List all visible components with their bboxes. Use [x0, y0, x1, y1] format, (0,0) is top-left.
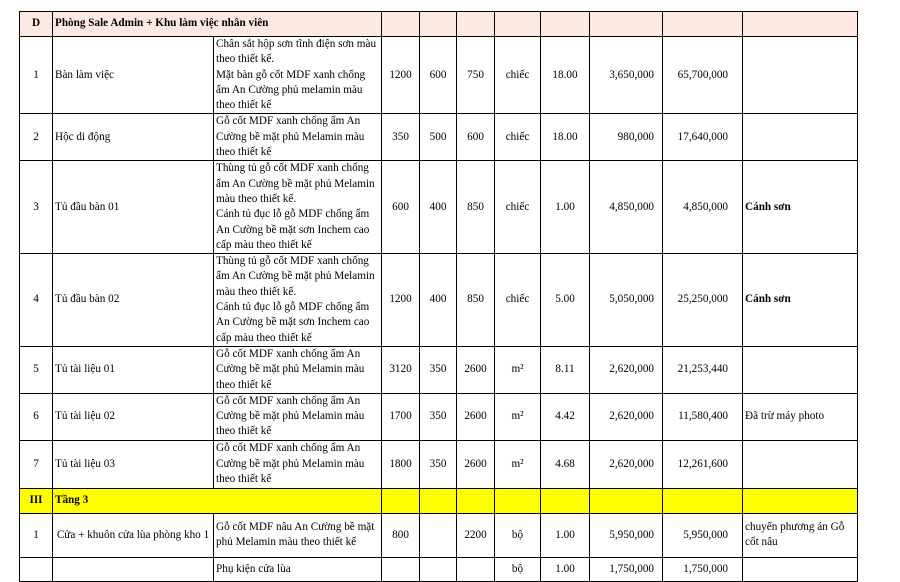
dimension-width: 1700 [382, 393, 420, 440]
dimension-width: 1200 [382, 37, 420, 114]
note [743, 114, 858, 161]
dimension-depth: 350 [420, 440, 457, 488]
dimension-height: 850 [457, 161, 495, 254]
row-number: 5 [20, 346, 53, 393]
quantity: 5.00 [541, 254, 590, 347]
section-title: Phòng Sale Admin + Khu làm việc nhân viên [53, 12, 382, 37]
quantity: 1.00 [541, 161, 590, 254]
unit: m² [495, 440, 541, 488]
dimension-height: 2200 [457, 513, 495, 557]
quantity: 8.11 [541, 346, 590, 393]
quantity: 18.00 [541, 37, 590, 114]
row-number: 6 [20, 393, 53, 440]
quantity: 18.00 [541, 114, 590, 161]
dimension-height: 2600 [457, 393, 495, 440]
quotation-table [19, 11, 858, 582]
item-name: Tủ đầu bàn 01 [53, 161, 214, 254]
row-number: 3 [20, 161, 53, 254]
dimension-height: 600 [457, 114, 495, 161]
total-amount: 12,261,600 [663, 440, 743, 488]
unit-price: 2,620,000 [590, 346, 663, 393]
dimension-width [382, 557, 420, 581]
note [743, 440, 858, 488]
unit: chiếc [495, 37, 541, 114]
dimension-width: 600 [382, 161, 420, 254]
section-header-row [20, 12, 858, 37]
dimension-width: 1200 [382, 254, 420, 347]
dimension-width: 800 [382, 513, 420, 557]
item-name [53, 557, 214, 581]
total-amount: 1,750,000 [663, 557, 743, 581]
unit-price: 2,620,000 [590, 440, 663, 488]
total-amount: 65,700,000 [663, 37, 743, 114]
dimension-depth [420, 557, 457, 581]
dimension-depth: 350 [420, 346, 457, 393]
unit-price: 5,950,000 [590, 513, 663, 557]
unit-price: 5,050,000 [590, 254, 663, 347]
note [743, 37, 858, 114]
note [743, 346, 858, 393]
dimension-depth: 500 [420, 114, 457, 161]
note: Cánh sơn [743, 254, 858, 347]
unit: chiếc [495, 254, 541, 347]
quantity: 4.42 [541, 393, 590, 440]
unit-price: 1,750,000 [590, 557, 663, 581]
item-description: Phụ kiện cửa lùa [214, 557, 382, 581]
table-row [20, 440, 858, 488]
item-description: Thùng tủ gỗ cốt MDF xanh chống ẩm An Cường bề mặt phủ Melamin màu theo thiết kế. Cánh tủ đục lỗ gỗ MDF chống ẩm An Cường bề mặt sơn Inchem cao cấp màu theo thiết kế [214, 161, 382, 254]
unit-price: 4,850,000 [590, 161, 663, 254]
table-row [20, 254, 858, 347]
total-amount: 5,950,000 [663, 513, 743, 557]
total-amount: 17,640,000 [663, 114, 743, 161]
section-title: Tầng 3 [53, 488, 382, 513]
unit-price: 980,000 [590, 114, 663, 161]
unit: m² [495, 346, 541, 393]
section-header-row [20, 488, 858, 513]
dimension-height [457, 557, 495, 581]
dimension-width: 350 [382, 114, 420, 161]
dimension-depth: 400 [420, 254, 457, 347]
total-amount: 11,580,400 [663, 393, 743, 440]
unit: chiếc [495, 114, 541, 161]
item-description: Gỗ cốt MDF xanh chống ẩm An Cường bề mặt phủ Melamin màu theo thiết kế [214, 393, 382, 440]
item-name: Bàn làm việc [53, 37, 214, 114]
table-row [20, 513, 858, 557]
note: Cánh sơn [743, 161, 858, 254]
section-code: D [20, 12, 53, 37]
item-name: Tủ tài liệu 02 [53, 393, 214, 440]
item-description: Gỗ cốt MDF xanh chống ẩm An Cường bề mặt phủ Melamin màu theo thiết kế [214, 346, 382, 393]
unit: bộ [495, 557, 541, 581]
quantity: 4.68 [541, 440, 590, 488]
item-description: Gỗ cốt MDF xanh chống ẩm An Cường bề mặt phủ Melamin màu theo thiết kế [214, 114, 382, 161]
table-row [20, 393, 858, 440]
unit-price: 2,620,000 [590, 393, 663, 440]
dimension-width: 3120 [382, 346, 420, 393]
item-name: Tủ đầu bàn 02 [53, 254, 214, 347]
item-name: Cửa + khuôn cửa lùa phòng kho 1 [53, 513, 214, 557]
table-row [20, 557, 858, 581]
row-number: 2 [20, 114, 53, 161]
dimension-width: 1800 [382, 440, 420, 488]
note [743, 557, 858, 581]
dimension-depth: 400 [420, 161, 457, 254]
dimension-depth [420, 513, 457, 557]
dimension-height: 2600 [457, 440, 495, 488]
quantity: 1.00 [541, 513, 590, 557]
dimension-height: 750 [457, 37, 495, 114]
section-code: III [20, 488, 53, 513]
item-name: Tủ tài liệu 01 [53, 346, 214, 393]
item-description: Thùng tủ gỗ cốt MDF xanh chống ẩm An Cường bề mặt phủ Melamin màu theo thiết kế. Cánh tủ đục lỗ gỗ MDF chống ẩm An Cường bề mặt sơn Inchem cao cấp màu theo thiết kế [214, 254, 382, 347]
unit: m² [495, 393, 541, 440]
unit: chiếc [495, 161, 541, 254]
table-row [20, 114, 858, 161]
row-number: 4 [20, 254, 53, 347]
table-row [20, 37, 858, 114]
item-name: Tủ tài liệu 03 [53, 440, 214, 488]
note: Đã trừ máy photo [743, 393, 858, 440]
table-row [20, 161, 858, 254]
row-number: 1 [20, 513, 53, 557]
total-amount: 4,850,000 [663, 161, 743, 254]
row-number: 7 [20, 440, 53, 488]
dimension-height: 2600 [457, 346, 495, 393]
table-row [20, 346, 858, 393]
total-amount: 21,253,440 [663, 346, 743, 393]
item-description: Gỗ cốt MDF xanh chống ẩm An Cường bề mặt phủ Melamin màu theo thiết kế [214, 440, 382, 488]
dimension-depth: 350 [420, 393, 457, 440]
item-description: Chân sắt hộp sơn tĩnh điện sơn màu theo thiết kế. Mặt bàn gỗ cốt MDF xanh chống ẩm An Cường phủ melamin màu theo thiết kế [214, 37, 382, 114]
row-number [20, 557, 53, 581]
dimension-depth: 600 [420, 37, 457, 114]
item-description: Gỗ cốt MDF nâu An Cường bề mặt phủ Melamin màu theo thiết kế [214, 513, 382, 557]
unit-price: 3,650,000 [590, 37, 663, 114]
unit: bộ [495, 513, 541, 557]
total-amount: 25,250,000 [663, 254, 743, 347]
item-name: Hộc di động [53, 114, 214, 161]
row-number: 1 [20, 37, 53, 114]
note: chuyển phương án Gỗ cốt nâu [743, 513, 858, 557]
dimension-height: 850 [457, 254, 495, 347]
quantity: 1.00 [541, 557, 590, 581]
